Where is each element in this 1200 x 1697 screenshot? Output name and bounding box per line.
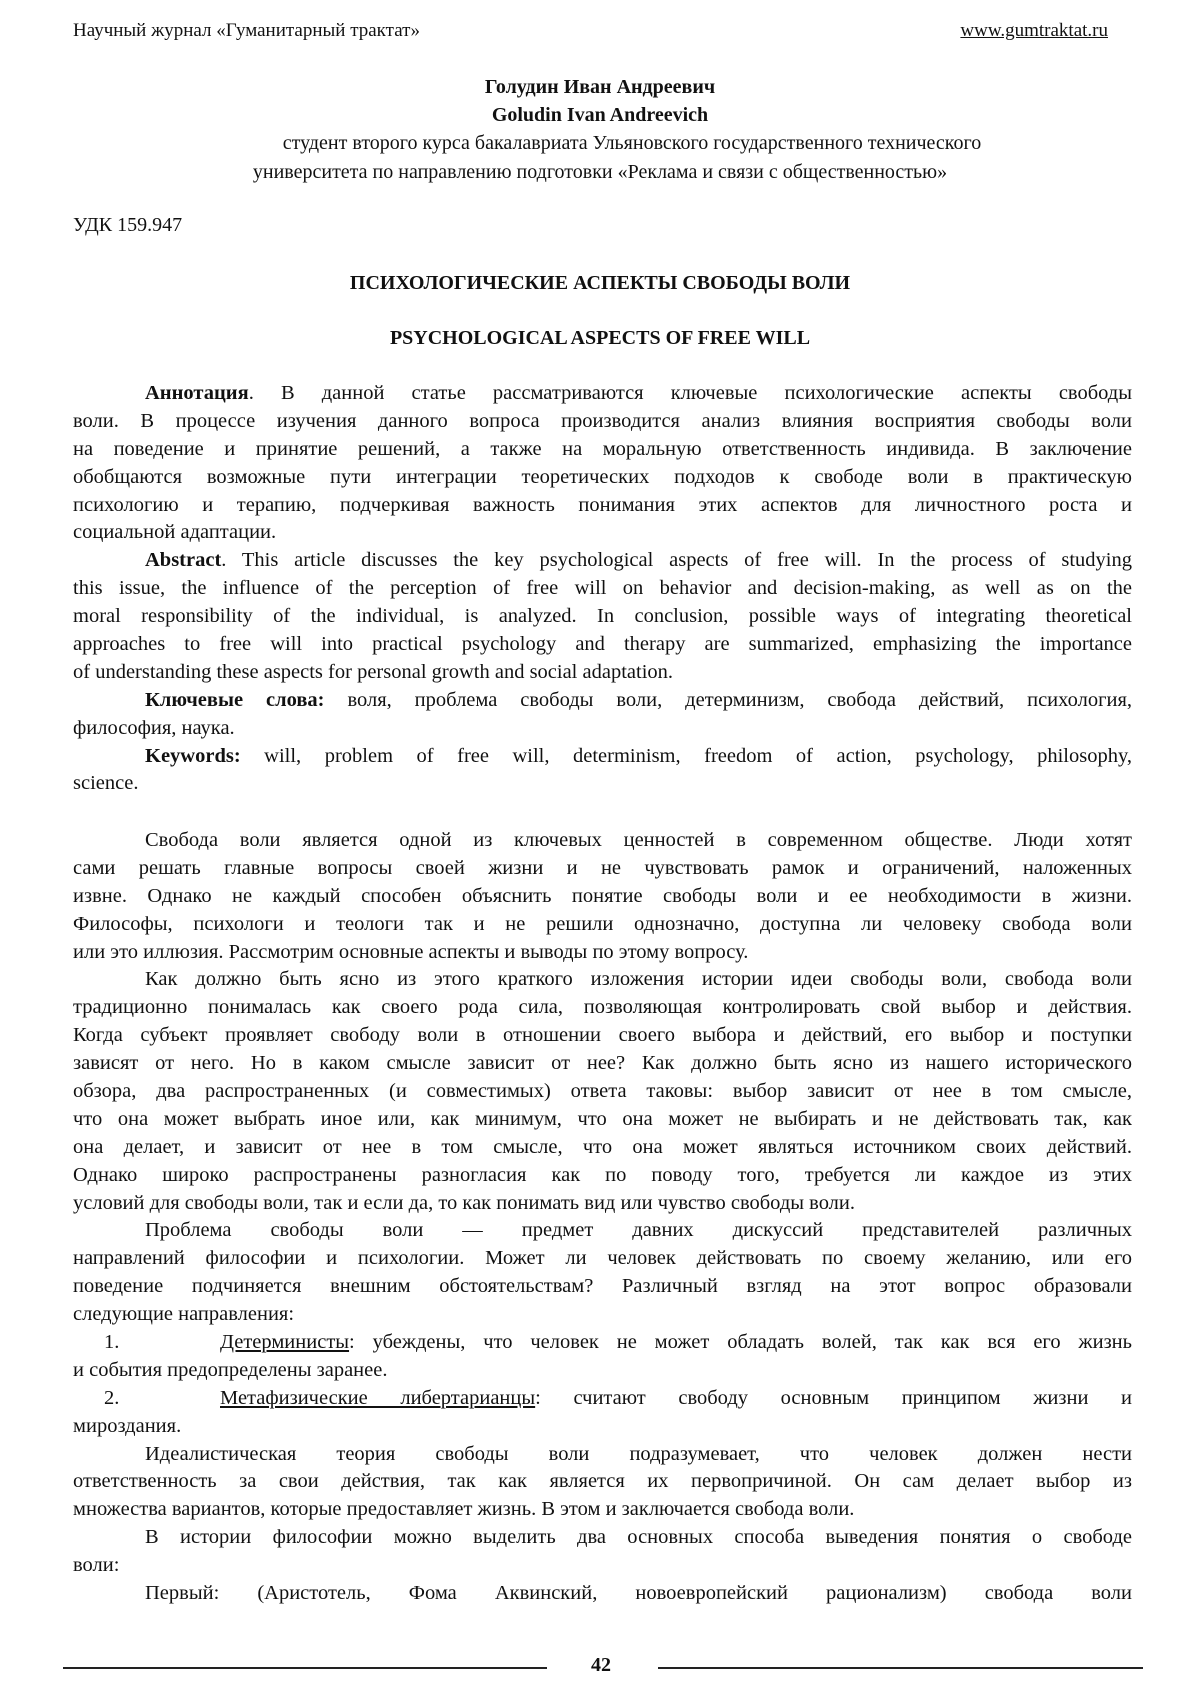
- text-run: of understanding these aspects for personal growth and social adaptation.: [73, 661, 673, 683]
- text-run: сами решать главные вопросы своей жизни и не чувствовать рамок и ограничений, наложенных: [73, 857, 1132, 879]
- text-line: [73, 1301, 1132, 1329]
- bold-label: Keywords:: [145, 745, 241, 767]
- text-run: и события предопределены заранее.: [73, 1359, 387, 1381]
- text-run: обобщаются возможные пути интеграции теоретических подходов к свободе воли в практическую: [73, 466, 1132, 488]
- text-run: Свобода воли является одной из ключевых ценностей в современном обществе. Люди хотят: [145, 829, 1132, 851]
- text-run: извне. Однако не каждый способен объяснить понятие свободы воли и ее необходимости в жизни.: [73, 885, 1132, 907]
- text-line: [73, 939, 1132, 967]
- author-name-en: Goludin Ivan Andreevich: [0, 101, 1200, 129]
- text-line: [73, 1413, 1132, 1441]
- text-line: [73, 547, 1132, 575]
- text-run: Как должно быть ясно из этого краткого изложения истории идеи свободы воли, свобода воли: [145, 968, 1132, 990]
- bold-label: Аннотация: [145, 382, 249, 404]
- text-run: Когда субъект проявляет свободу воли в отношении своего выбора и действий, его выбор и поступки: [73, 1024, 1132, 1046]
- bold-label: Ключевые слова:: [145, 689, 325, 711]
- text-run: approaches to free will into practical psychology and therapy are summarized, emphasizing the importance: [73, 633, 1132, 655]
- text-run: мироздания.: [73, 1415, 181, 1437]
- text-run: зависят от него. Но в каком смысле зависит от нее? Как должно быть ясно из нашего исторического: [73, 1052, 1132, 1074]
- article-title-en: PSYCHOLOGICAL ASPECTS OF FREE WILL: [0, 324, 1200, 352]
- text-run: . This article discusses the key psychological aspects of free will. In the process of studying: [221, 549, 1132, 571]
- list-number: 1.: [104, 1329, 220, 1357]
- list-number: 2.: [104, 1385, 220, 1413]
- bold-label: Abstract: [145, 549, 221, 571]
- text-run: : считают свободу основным принципом жизни и: [535, 1387, 1132, 1409]
- text-line: [73, 687, 1132, 715]
- text-line: [73, 1468, 1132, 1496]
- text-run: moral responsibility of the individual, is analyzed. In conclusion, possible ways of integrating theoretical: [73, 605, 1132, 627]
- text-run: ответственность за свои действия, так как является их первопричиной. Он сам делает выбор из: [73, 1470, 1132, 1492]
- underlined-term: Детерминисты: [220, 1331, 349, 1353]
- text-line: [73, 1441, 1132, 1469]
- text-line: [73, 994, 1132, 1022]
- text-line: [73, 715, 1132, 743]
- text-line: [73, 603, 1132, 631]
- journal-name: Научный журнал «Гуманитарный трактат»: [73, 20, 420, 42]
- abstract-block: [73, 380, 1132, 798]
- text-line: [73, 1245, 1132, 1273]
- text-line: [73, 380, 1132, 408]
- text-line: [73, 1134, 1132, 1162]
- text-run: философия, наука.: [73, 717, 235, 739]
- text-line: [73, 1580, 1132, 1608]
- text-run: она делает, и зависит от нее в том смысле, что она может являться источником своих действий.: [73, 1136, 1132, 1158]
- text-run: условий для свободы воли, так и если да, то как понимать вид или чувство свободы воли.: [73, 1192, 855, 1214]
- text-line: [73, 1385, 1132, 1413]
- text-run: психологию и терапию, подчеркивая важность понимания этих аспектов для личностного роста и: [73, 494, 1132, 516]
- text-line: [73, 631, 1132, 659]
- text-run: . В данной статье рассматриваются ключевые психологические аспекты свободы: [249, 382, 1132, 404]
- text-line: [73, 1190, 1132, 1218]
- text-line: [73, 911, 1132, 939]
- text-line: [73, 1022, 1132, 1050]
- text-line: [73, 1496, 1132, 1524]
- text-line: [73, 1524, 1132, 1552]
- author-affiliation-line1: студент второго курса бакалавриата Ульяновского государственного технического: [32, 129, 1200, 157]
- footer-rule-left: [63, 1667, 547, 1669]
- page-number: 42: [585, 1654, 617, 1677]
- text-line: [73, 1078, 1132, 1106]
- text-line: [73, 966, 1132, 994]
- text-line: [73, 1552, 1132, 1580]
- text-line: [73, 1217, 1132, 1245]
- text-run: this issue, the influence of the perception of free will on behavior and decision-making, as well as on the: [73, 577, 1132, 599]
- text-run: что она может выбрать иное или, как минимум, что она может не выбирать и не действовать так, как: [73, 1108, 1132, 1130]
- author-affiliation-line2: университета по направлению подготовки «Реклама и связи с общественностью»: [0, 158, 1200, 186]
- text-line: [73, 1329, 1132, 1357]
- text-line: [73, 492, 1132, 520]
- text-run: воли:: [73, 1554, 119, 1576]
- article-title-ru: ПСИХОЛОГИЧЕСКИЕ АСПЕКТЫ СВОБОДЫ ВОЛИ: [0, 269, 1200, 297]
- text-line: [73, 1050, 1132, 1078]
- text-run: воли. В процессе изучения данного вопроса производится анализ влияния восприятия свободы воли: [73, 410, 1132, 432]
- journal-site-link[interactable]: www.gumtraktat.ru: [960, 20, 1108, 42]
- text-run: традиционно понималась как своего рода сила, позволяющая контролировать свой выбор и действия.: [73, 996, 1132, 1018]
- text-run: science.: [73, 772, 138, 794]
- text-line: [73, 575, 1132, 603]
- text-run: следующие направления:: [73, 1303, 294, 1325]
- text-run: направлений философии и психологии. Может ли человек действовать по своему желанию, или его: [73, 1247, 1132, 1269]
- text-line: [73, 770, 1132, 798]
- article-body: [73, 827, 1132, 1608]
- text-run: : убеждены, что человек не может обладать волей, так как вся его жизнь: [349, 1331, 1132, 1353]
- text-line: [73, 1273, 1132, 1301]
- text-run: Проблема свободы воли — предмет давних дискуссий представителей различных: [145, 1219, 1132, 1241]
- text-line: [73, 519, 1132, 547]
- text-line: [73, 855, 1132, 883]
- text-run: или это иллюзия. Рассмотрим основные аспекты и выводы по этому вопросу.: [73, 941, 748, 963]
- underlined-term: Метафизические либертарианцы: [220, 1387, 535, 1409]
- text-line: [73, 436, 1132, 464]
- text-run: will, problem of free will, determinism, freedom of action, psychology, philosophy,: [241, 745, 1132, 767]
- text-line: [73, 1357, 1132, 1385]
- text-run: В истории философии можно выделить два основных способа выведения понятия о свободе: [145, 1526, 1132, 1548]
- text-line: [73, 883, 1132, 911]
- text-run: поведение подчиняется внешним обстоятельствам? Различный взгляд на этот вопрос образовали: [73, 1275, 1132, 1297]
- text-run: на поведение и принятие решений, а также на моральную ответственность индивида. В заключение: [73, 438, 1132, 460]
- text-run: воля, проблема свободы воли, детерминизм, свобода действий, психология,: [325, 689, 1132, 711]
- footer-rule-right: [658, 1667, 1143, 1669]
- text-line: [73, 464, 1132, 492]
- text-run: множества вариантов, которые предоставляет жизнь. В этом и заключается свобода воли.: [73, 1498, 854, 1520]
- udk-code: УДК 159.947: [73, 214, 182, 237]
- author-name-ru: Голудин Иван Андреевич: [0, 73, 1200, 101]
- text-line: [73, 408, 1132, 436]
- text-line: [73, 827, 1132, 855]
- text-line: [73, 659, 1132, 687]
- text-run: обзора, два распространенных (и совместимых) ответа таковы: выбор зависит от нее в том смысле,: [73, 1080, 1132, 1102]
- text-line: [73, 1162, 1132, 1190]
- text-run: Первый: (Аристотель, Фома Аквинский, новоевропейский рационализм) свобода воли: [145, 1582, 1132, 1604]
- text-run: Однако широко распространены разногласия как по поводу того, требуется ли каждое из этих: [73, 1164, 1132, 1186]
- text-run: социальной адаптации.: [73, 521, 276, 543]
- text-run: Идеалистическая теория свободы воли подразумевает, что человек должен нести: [145, 1443, 1132, 1465]
- text-line: [73, 1106, 1132, 1134]
- text-run: Философы, психологи и теологи так и не решили однозначно, доступна ли человеку свобода воли: [73, 913, 1132, 935]
- text-line: [73, 743, 1132, 771]
